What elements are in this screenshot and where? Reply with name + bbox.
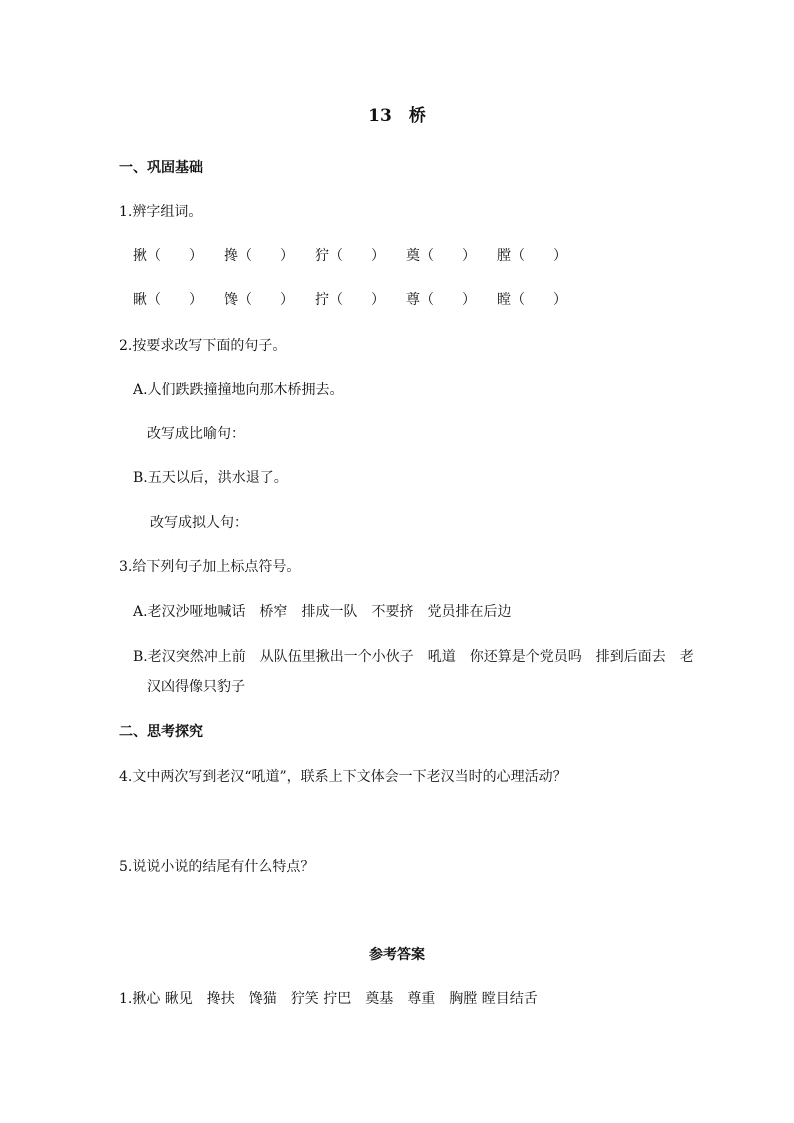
word-item: 拧（ ） bbox=[315, 292, 385, 308]
question-2-task-a: 改写成比喻句： bbox=[147, 426, 245, 442]
question-4: 4.文中两次写到老汉“吼道”，联系上下文体会一下老汉当时的心理活动？ bbox=[119, 769, 567, 785]
question-2-sentence-b: B.五天以后，洪水退了。 bbox=[133, 470, 288, 486]
question-3-prompt: 3.给下列句子加上标点符号。 bbox=[119, 559, 301, 575]
word-item: 揪（ ） bbox=[133, 248, 203, 264]
question-1-prompt: 1.辨字组词。 bbox=[119, 204, 203, 220]
question-2-prompt: 2.按要求改写下面的句子。 bbox=[119, 338, 287, 354]
word-item: 搀（ ） bbox=[224, 248, 294, 264]
answers-title: 参考答案 bbox=[369, 947, 425, 963]
question-5: 5.说说小说的结尾有什么特点？ bbox=[119, 859, 315, 875]
word-item: 馋（ ） bbox=[224, 292, 294, 308]
question-3-sentence-a: A.老汉沙哑地喊话 桥窄 排成一队 不要挤 党员排在后边 bbox=[133, 604, 512, 620]
word-item: 瞅（ ） bbox=[133, 292, 203, 308]
word-item: 奠（ ） bbox=[406, 248, 476, 264]
question-2-sentence-a: A.人们跌跌撞撞地向那木桥拥去。 bbox=[133, 382, 344, 398]
question-3-sentence-b-line-1: B.老汉突然冲上前 从队伍里揪出一个小伙子 吼道 你还算是个党员吗 排到后面去 老 bbox=[133, 649, 694, 665]
word-item: 瞠（ ） bbox=[497, 292, 567, 308]
question-3-sentence-b-line-2: 汉凶得像只豹子 bbox=[147, 679, 245, 695]
section-heading-basics: 一、巩固基础 bbox=[119, 160, 203, 176]
question-2-task-b: 改写成拟人句： bbox=[150, 515, 248, 531]
answer-1: 1.揪心 瞅见 搀扶 馋猫 狞笑 拧巴 奠基 尊重 胸膛 瞠目结舌 bbox=[119, 991, 538, 1007]
page-title: 13 桥 bbox=[368, 106, 426, 126]
word-item: 尊（ ） bbox=[406, 292, 476, 308]
section-heading-inquiry: 二、思考探究 bbox=[119, 724, 203, 740]
word-item: 狞（ ） bbox=[315, 248, 385, 264]
word-item: 膛（ ） bbox=[497, 248, 567, 264]
